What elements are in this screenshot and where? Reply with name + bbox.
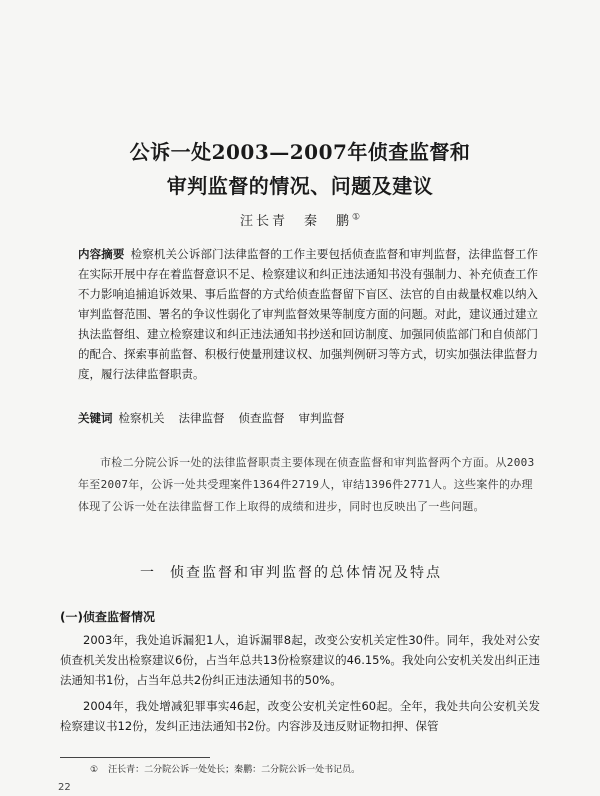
page-number: 22: [58, 782, 71, 793]
intro-paragraph: 市检二分院公诉一处的法律监督职责主要体现在侦查监督和审判监督两个方面。从2003年至2007年，公诉一处共受理案件1364件2719人，审结1396件2771人。这些案件的办理体现了公诉一处在法律监督工作上取得的成绩和进步，同时也反映出了一些问题。: [78, 456, 535, 513]
keyword: 侦查监督: [238, 411, 285, 425]
section-title: 侦查监督和审判监督的总体情况及特点: [170, 565, 442, 581]
keyword: 审判监督: [298, 411, 345, 425]
abstract-label: 内容摘要: [78, 247, 125, 261]
abstract-text: 检察机关公诉部门法律监督的工作主要包括侦查监督和审判监督，法律监督工作在实际开展中存在着监督意识不足、检察建议和纠正违法通知书没有强制力、补充侦查工作不力影响追捕追诉效果、事后监督的方式给侦查监督留下盲区、法官的自由裁量权难以纳入审判监督范围、署名的争议性弱化了审判监督效果等制度方面的问题。对此，建议通过建立执法监督组、建立检察建议和纠正违法通知书抄送和回访制度、加强同侦监部门和自侦部门的配合、探索事前监督、积极行使量刑建议权、加强判例研习等方式，切实加强法律监督力度，履行法律监督职责。: [78, 247, 539, 381]
keyword: 法律监督: [178, 411, 225, 425]
subsection-heading: (一)侦查监督情况: [60, 610, 155, 624]
body-paragraph: 2003年，我处追诉漏犯1人，追诉漏罪8起，改变公安机关定性30件。同年，我处对公安侦查机关发出检察建议6份，占当年总共13份检察建议的46.15%。我处向公安机关发出纠正违法通知书1份，占当年总共2份纠正违法通知书的50%。: [60, 633, 540, 687]
article-title-line-1: 公诉一处2003—2007年侦查监督和: [129, 140, 471, 164]
author-footnote-mark[interactable]: ①: [351, 212, 361, 223]
keywords-label: 关键词: [78, 411, 113, 425]
author-names: 汪长青 秦 鹏: [239, 214, 352, 229]
section-heading: [140, 562, 500, 582]
footnote-divider: [60, 757, 210, 758]
section-number: 一: [140, 565, 156, 581]
author-line: [200, 210, 400, 229]
footnote-text: 汪长青：二分院公诉一处处长；秦鹏：二分院公诉一处书记员。: [108, 765, 361, 775]
abstract: [78, 244, 538, 384]
keyword: 检察机关: [118, 411, 165, 425]
footnote: [90, 762, 510, 775]
keywords: [78, 408, 538, 428]
body-paragraph: 2004年，我处增减犯罪事实46起，改变公安机关定性60起。全年，我处共向公安机关发检察建议书12份，发纠正违法通知书2份。内容涉及违反财证物扣押、保管: [60, 699, 540, 733]
article-title-line-2: 审判监督的情况、问题及建议: [166, 174, 434, 198]
footnote-mark: ①: [90, 765, 99, 775]
